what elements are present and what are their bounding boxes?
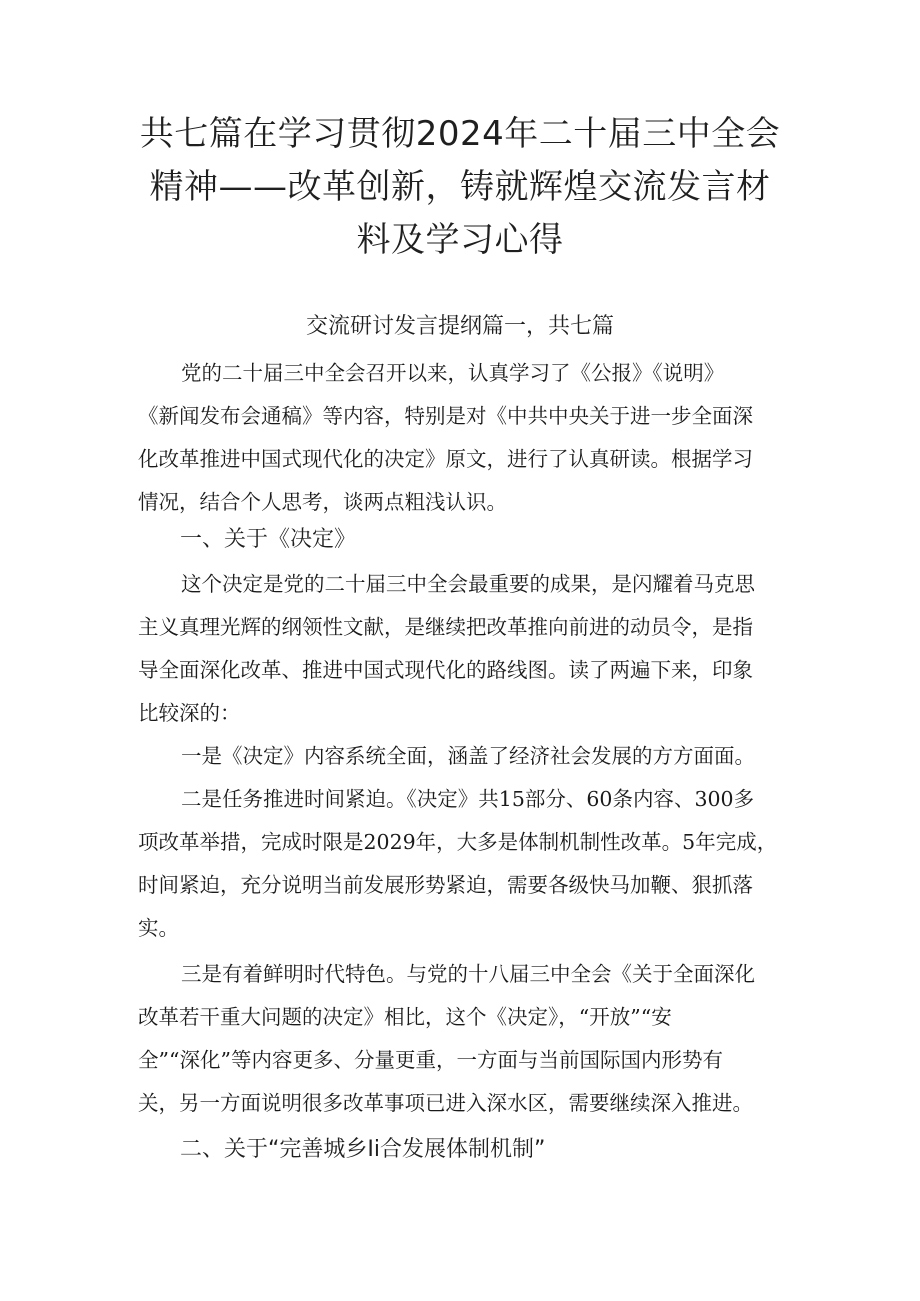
intro-paragraph (138, 352, 786, 524)
paragraph-line: 三是有着鲜明时代特色。与党的十八届三中全会《关于全面深化 (181, 962, 756, 986)
paragraph-line: 关，另一方面说明很多改革事项已进入深水区，需要继续深入推进。 (138, 1091, 753, 1115)
paragraph-line: 这个决定是党的二十届三中全会最重要的成果，是闪耀着马克思 (181, 572, 756, 596)
paragraph-line: 二是任务推进时间紧迫。《决定》共15部分、60条内容、300多 (181, 787, 755, 811)
paragraph-line: 《新闻发布会通稿》等内容，特别是对《中共中央关于进一步全面深 (138, 404, 753, 428)
paragraph-line: 比较深的： (138, 701, 241, 725)
paragraph-line: 时间紧迫，充分说明当前发展形势紧迫，需要各级快马加鞭、狠抓落 (138, 873, 753, 897)
paragraph-line: 改革若干重大问题的决定》相比，这个《决定》，“开放”“安 (138, 1005, 672, 1029)
paragraph-line: 导全面深化改革、推进中国式现代化的路线图。读了两遍下来，印象 (138, 658, 753, 682)
title-line: 精神——改革创新，铸就辉煌交流发言材 (149, 167, 771, 207)
document-subtitle: 交流研讨发言提纲篇一，共七篇 (305, 314, 614, 339)
paragraph-line: 实。 (138, 916, 179, 940)
paragraph-line: 化改革推进中国式现代化的决定》原文，进行了认真研读。根据学习 (138, 447, 753, 471)
section-heading-2: 二、关于“完善城乡Ii合发展体制机制” (180, 1137, 546, 1162)
paragraph-line: 党的二十届三中全会召开以来，认真学习了《公报》《说明》 (181, 361, 725, 385)
paragraph-line: 一是《决定》内容系统全面，涵盖了经济社会发展的方方面面。 (181, 744, 756, 768)
section1-paragraph-4 (138, 953, 786, 1125)
section1-paragraph-1 (138, 563, 786, 735)
title-line: 料及学习心得 (356, 220, 564, 260)
section1-paragraph-2 (138, 735, 786, 778)
title-line: 共七篇在学习贯彻2024年二十届三中全会 (139, 114, 781, 154)
section-heading-1: 一、关于《决定》 (180, 527, 357, 552)
section1-paragraph-3 (138, 778, 786, 950)
paragraph-line: 主义真理光辉的纲领性文献，是继续把改革推向前进的动员令，是指 (138, 615, 753, 639)
paragraph-line: 项改革举措，完成时限是2029年，大多是体制机制性改革。5年完成， (138, 830, 778, 854)
paragraph-line: 全”“深化”等内容更多、分量更重，一方面与当前国际国内形势有 (138, 1048, 723, 1072)
document-title (120, 108, 800, 267)
paragraph-line: 情况，结合个人思考，谈两点粗浅认识。 (138, 490, 507, 514)
